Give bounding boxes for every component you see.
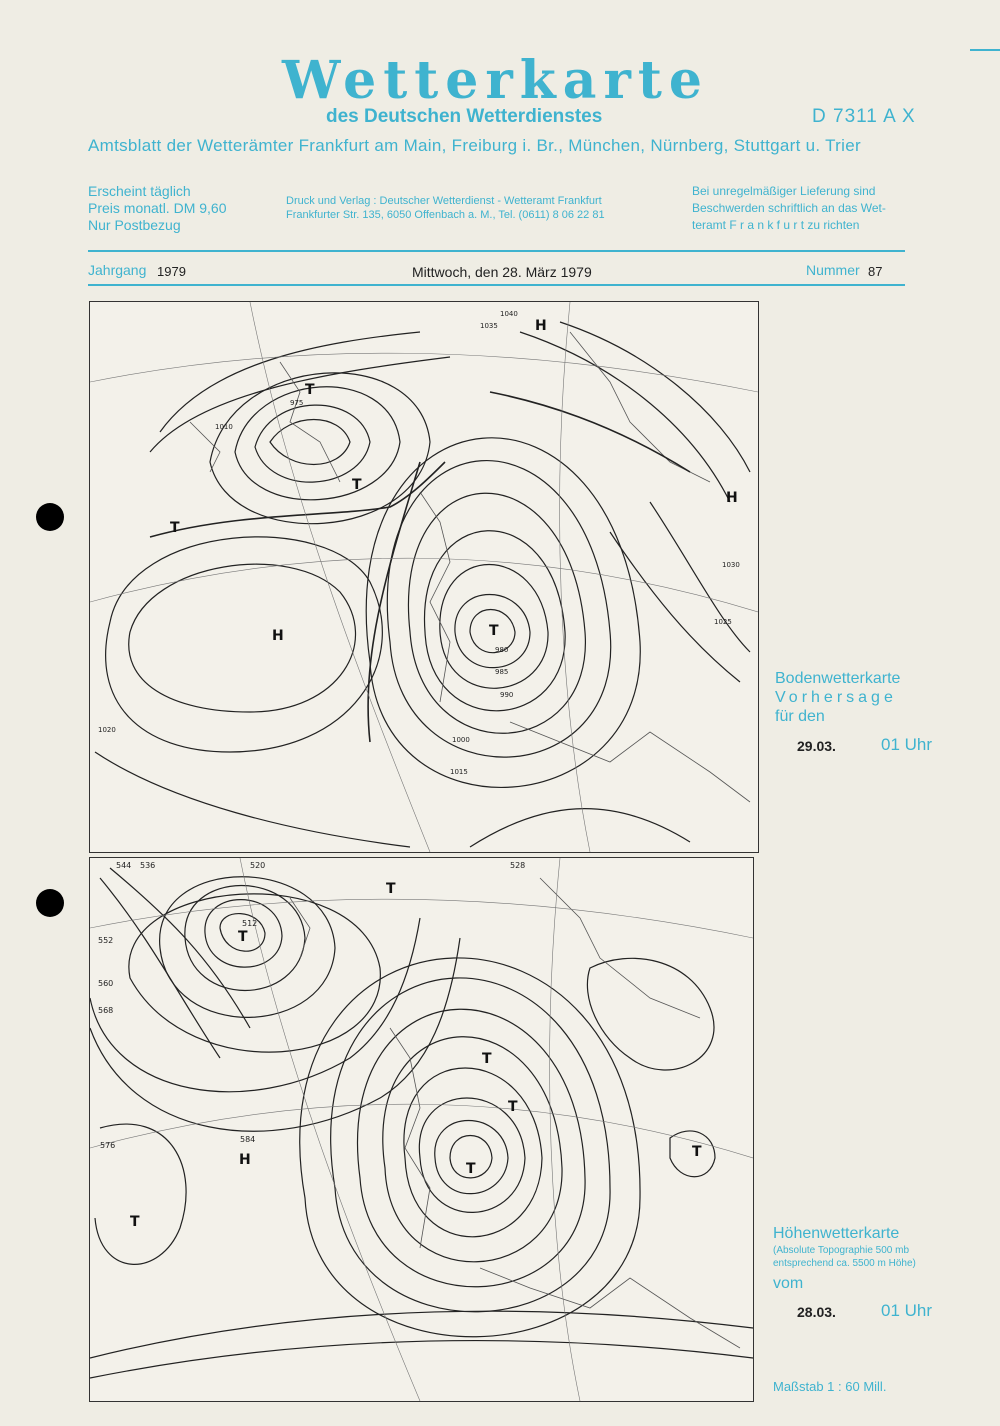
info-line: Preis monatl. DM 9,60 xyxy=(88,200,227,216)
contour-label: 544 xyxy=(116,861,132,870)
isobar xyxy=(255,405,370,482)
pressure-center: T xyxy=(305,382,315,398)
surface-map-time: 01 Uhr xyxy=(881,735,933,754)
isobar xyxy=(95,752,410,847)
pressure-center: T xyxy=(238,929,248,945)
contour-label: 512 xyxy=(242,919,258,928)
page-title: Wetterkarte xyxy=(282,50,709,111)
isobar xyxy=(210,373,430,524)
publisher-info xyxy=(286,194,605,222)
upper-map-vom: vom xyxy=(773,1275,804,1292)
upper-map-note xyxy=(773,1244,916,1270)
pressure-center: T xyxy=(170,520,180,536)
contour-label: 536 xyxy=(140,861,156,870)
nummer-label: Nummer xyxy=(806,262,860,278)
punch-hole xyxy=(36,503,64,531)
jahrgang-value: 1979 xyxy=(157,264,186,279)
isobar xyxy=(270,420,350,465)
contour-label: 568 xyxy=(98,1006,114,1015)
isobar xyxy=(470,809,690,847)
pressure-center: T xyxy=(489,623,499,639)
contour-label: 520 xyxy=(250,861,266,870)
isobar xyxy=(408,493,585,733)
caption-line: Vorhersage xyxy=(775,689,897,706)
surface-map-drawing xyxy=(90,302,758,852)
nummer-value: 87 xyxy=(868,264,883,279)
info-line: Frankfurter Str. 135, 6050 Offenbach a. M., Tel. (0611) 8 06 22 81 xyxy=(286,209,605,221)
isobar xyxy=(160,332,420,432)
note-line: entsprechend ca. 5500 m Höhe) xyxy=(773,1258,916,1269)
front xyxy=(490,392,690,472)
isobar-label: 990 xyxy=(500,691,514,699)
isobar-label: 980 xyxy=(495,646,509,654)
pressure-center: H xyxy=(726,490,738,506)
info-line: Erscheint täglich xyxy=(88,183,191,199)
publication-code: D 7311 A X xyxy=(812,106,916,127)
divider xyxy=(88,250,905,252)
page-subtitle: des Deutschen Wetterdienstes xyxy=(326,106,603,127)
contour xyxy=(383,1037,562,1262)
graticule xyxy=(550,858,580,1401)
contour-label: 584 xyxy=(240,1135,256,1144)
isobar-label: 1040 xyxy=(500,310,518,318)
pressure-center: T xyxy=(482,1051,492,1067)
isobar-label: 985 xyxy=(495,668,509,676)
isobar xyxy=(650,502,750,652)
graticule xyxy=(90,899,753,938)
isobar-label: 1020 xyxy=(98,726,116,734)
complaint-info xyxy=(692,183,886,234)
isobar xyxy=(106,537,383,752)
upper-map-drawing xyxy=(90,858,753,1401)
contour xyxy=(90,1311,753,1358)
contour xyxy=(100,878,220,1058)
pressure-center: H xyxy=(272,628,284,644)
info-line: teramt F r a n k f u r t zu richten xyxy=(692,218,860,232)
contour xyxy=(90,1341,753,1378)
isobar-label: 1025 xyxy=(714,618,732,626)
info-line: Bei unregelmäßiger Lieferung sind xyxy=(692,184,876,198)
isobar-label: 1035 xyxy=(480,322,498,330)
caption-line: für den xyxy=(775,708,825,725)
pressure-center: T xyxy=(692,1144,702,1160)
surface-weather-map xyxy=(89,301,759,853)
upper-air-map xyxy=(89,857,754,1402)
graticule xyxy=(240,858,420,1401)
isobar-label: 1030 xyxy=(722,561,740,569)
isobar xyxy=(387,461,610,758)
isobar-label: 1010 xyxy=(215,423,233,431)
contour xyxy=(404,1068,542,1237)
contour-label: 560 xyxy=(98,979,114,988)
pressure-center: T xyxy=(352,477,362,493)
contour xyxy=(300,958,640,1337)
pressure-center: T xyxy=(130,1214,140,1230)
isobar-label: 1015 xyxy=(450,768,468,776)
isobar-label: 1000 xyxy=(452,736,470,744)
surface-map-date: 29.03. xyxy=(797,738,836,754)
pressure-center: H xyxy=(239,1152,251,1168)
contour-label: 552 xyxy=(98,936,114,945)
coastline xyxy=(190,332,750,802)
isobar xyxy=(235,387,400,500)
info-line: Druck und Verlag : Deutscher Wetterdienst - Wetteramt Frankfurt xyxy=(286,195,602,207)
issue-date: Mittwoch, den 28. März 1979 xyxy=(412,264,592,280)
upper-map-caption: Höhenwetterkarte xyxy=(773,1225,900,1242)
divider xyxy=(88,284,905,286)
pressure-center: H xyxy=(535,318,547,334)
note-line: (Absolute Topographie 500 mb xyxy=(773,1245,910,1256)
isobar xyxy=(129,564,356,712)
isobar xyxy=(424,531,565,711)
contour xyxy=(587,958,714,1070)
surface-map-caption xyxy=(775,669,900,726)
jahrgang-label: Jahrgang xyxy=(88,262,147,278)
contour-label: 528 xyxy=(510,861,526,870)
isobar xyxy=(560,322,750,472)
graticule xyxy=(90,353,758,392)
contour-label: 576 xyxy=(100,1141,116,1150)
info-line: Nur Postbezug xyxy=(88,217,181,233)
subscription-info xyxy=(88,183,227,234)
amtsblatt-line: Amtsblatt der Wetterämter Frankfurt am Main, Freiburg i. Br., München, Nürnberg, Stuttgart u. Trier xyxy=(88,136,861,155)
punch-hole xyxy=(36,889,64,917)
isobar xyxy=(610,532,740,682)
pressure-center: T xyxy=(386,881,396,897)
upper-map-date: 28.03. xyxy=(797,1304,836,1320)
info-line: Beschwerden schriftlich an das Wet- xyxy=(692,201,886,215)
contour xyxy=(435,1121,508,1194)
graticule xyxy=(90,558,758,612)
map-scale: Maßstab 1 : 60 Mill. xyxy=(773,1379,887,1394)
upper-map-time: 01 Uhr xyxy=(881,1301,933,1320)
isobar-label: 975 xyxy=(290,399,304,407)
caption-line: Bodenwetterkarte xyxy=(775,670,901,687)
contour xyxy=(110,868,250,1028)
pressure-center: T xyxy=(466,1161,476,1177)
pressure-center: T xyxy=(508,1099,518,1115)
edge-mark xyxy=(970,49,1000,51)
